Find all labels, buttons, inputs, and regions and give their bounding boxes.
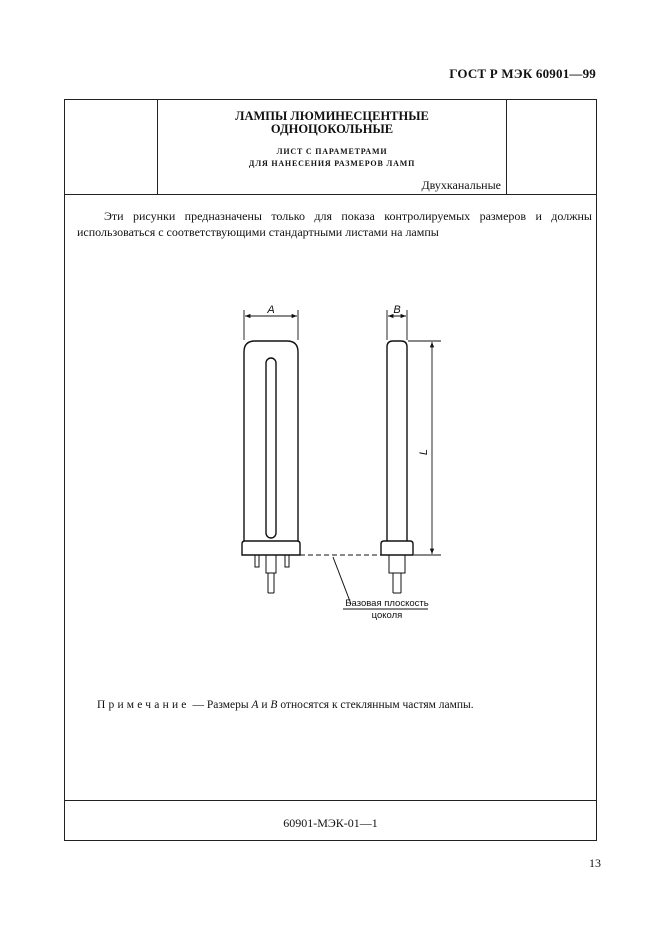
base-plane-label-2: цоколя [371, 610, 403, 621]
lamp-type: Двухканальные [421, 178, 501, 192]
label-b: B [393, 304, 401, 316]
side-stem [389, 555, 405, 573]
sheet-subtitle-line-2: ДЛЯ НАНЕСЕНИЯ РАЗМЕРОВ ЛАМП [248, 159, 416, 168]
intro-paragraph: Эти рисунки предназначены только для показа контролируемых размеров и должны использоваться с соответствующими стандартными листами на лампы [77, 209, 592, 239]
front-pin-left [255, 555, 259, 567]
sheet-code: 60901-МЭК-01—1 [283, 816, 378, 830]
note-text-2: относятся к стеклянным частям лампы. [280, 699, 474, 711]
label-l: L [418, 448, 430, 456]
data-sheet [64, 99, 597, 841]
base-plane-leader [333, 557, 351, 604]
note-a: A [251, 699, 259, 711]
note-and: и [261, 699, 268, 711]
base-plane-label-1: Базовая плоскость [345, 598, 429, 609]
lamp-drawing [65, 100, 596, 800]
sheet-title-line-2: ОДНОЦОКОЛЬНЫЕ [270, 122, 394, 136]
standard-designation: ГОСТ Р МЭК 60901—99 [449, 66, 596, 81]
front-lamp-channel [266, 358, 276, 538]
footer-block [65, 800, 596, 841]
front-lamp-base [242, 541, 300, 555]
front-pin-right [285, 555, 289, 567]
note-text-1: Размеры [206, 699, 249, 711]
label-a: A [267, 304, 275, 316]
sheet-subtitle-line-1: ЛИСТ С ПАРАМЕТРАМИ [276, 147, 388, 156]
note-b: B [270, 699, 278, 711]
note [97, 699, 474, 711]
front-stem [266, 555, 276, 573]
sheet-title-line-1: ЛАМПЫ ЛЮМИНЕСЦЕНТНЫЕ [235, 109, 429, 123]
page-number: 13 [589, 856, 601, 870]
side-lamp-body [387, 341, 407, 542]
note-dash: — [192, 699, 204, 711]
note-prefix: Примечание [97, 699, 190, 711]
side-lamp-base [381, 541, 413, 555]
